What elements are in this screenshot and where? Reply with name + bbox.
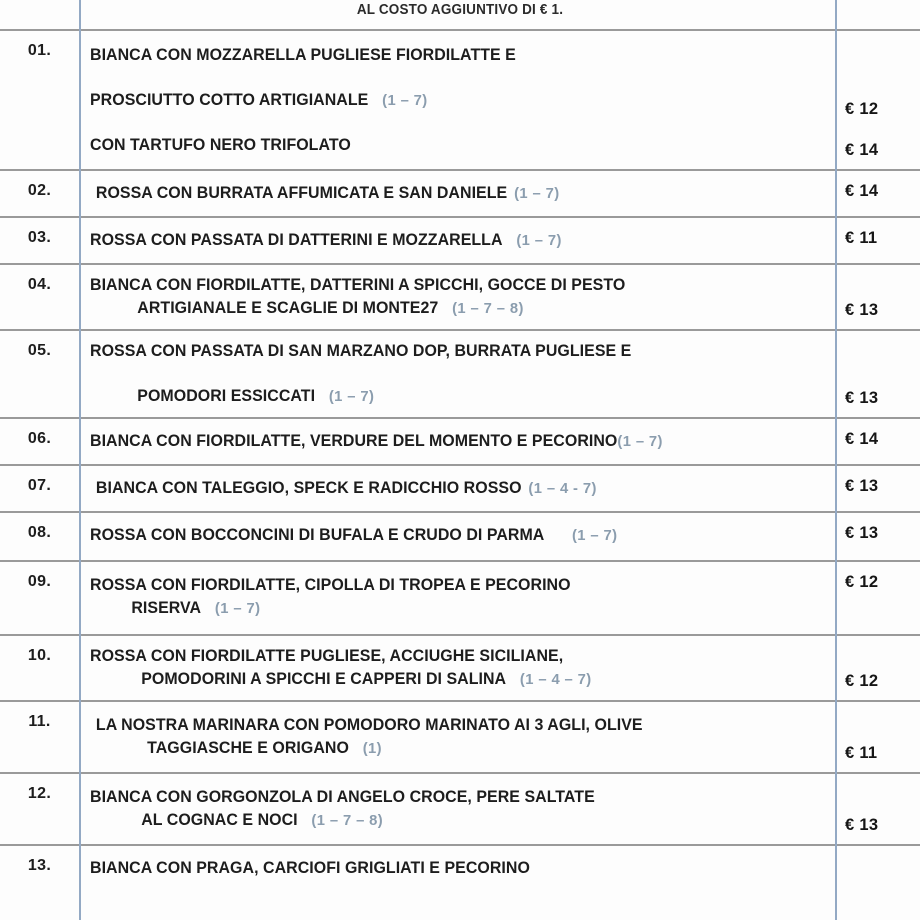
item-price: € 12 <box>845 672 879 690</box>
description-text: BIANCA CON TALEGGIO, SPECK E RADICCHIO ROSSO <box>95 479 522 497</box>
item-description <box>79 512 835 561</box>
item-price-cell <box>835 217 920 264</box>
table-row[interactable] <box>0 418 920 465</box>
description-line <box>90 274 820 297</box>
description-text: BIANCA CON PRAGA, CARCIOFI GRIGLIATI E PECORINO <box>90 859 530 877</box>
item-number: 06. <box>27 430 52 447</box>
description-line <box>90 668 820 691</box>
description-line <box>90 477 820 500</box>
item-price-cell <box>835 465 920 512</box>
item-price-cell <box>835 845 920 884</box>
description-text: TAGGIASCHE E ORIGANO <box>147 739 349 757</box>
allergen-codes: (1 – 7) <box>382 92 428 109</box>
table-row[interactable] <box>0 217 920 264</box>
item-price: € 12 <box>845 100 879 118</box>
allergen-codes: (1) <box>362 740 382 757</box>
item-price-cell <box>835 512 920 561</box>
item-price: € 12 <box>845 573 879 591</box>
item-price: € 14 <box>845 141 879 159</box>
item-description <box>79 701 835 773</box>
description-line <box>90 430 820 453</box>
item-number: 04. <box>27 276 52 293</box>
item-description <box>79 773 835 845</box>
item-price: € 14 <box>845 182 879 200</box>
menu-items-table <box>0 29 920 884</box>
description-line <box>90 714 820 737</box>
item-price-cell <box>835 701 920 773</box>
description-text: LA NOSTRA MARINARA CON POMODORO MARINATO AI 3 AGLI, OLIVE <box>95 716 643 734</box>
item-number: 09. <box>27 573 52 590</box>
allergen-codes: (1 – 7) <box>617 433 663 450</box>
allergen-codes: (1 – 7) <box>516 232 562 249</box>
description-text: AL COGNAC E NOCI <box>141 811 298 829</box>
allergen-codes: (1 – 7 – 8) <box>311 812 384 829</box>
description-line <box>90 89 820 112</box>
description-text: BIANCA CON FIORDILATTE, DATTERINI A SPICCHI, GOCCE DI PESTO <box>90 276 626 294</box>
allergen-codes: (1 – 4 – 7) <box>519 671 592 688</box>
description-text: POMODORINI A SPICCHI E CAPPERI DI SALINA <box>141 670 507 688</box>
item-description <box>79 418 835 465</box>
item-description <box>79 561 835 635</box>
item-description <box>79 30 835 170</box>
item-price-cell <box>835 635 920 701</box>
column-divider-right-icon <box>835 0 837 920</box>
item-description <box>79 330 835 418</box>
description-text: BIANCA CON MOZZARELLA PUGLIESE FIORDILATTE E <box>90 46 516 64</box>
item-description <box>79 264 835 330</box>
description-text: ROSSA CON PASSATA DI SAN MARZANO DOP, BURRATA PUGLIESE E <box>90 342 632 360</box>
table-row[interactable] <box>0 330 920 418</box>
description-text: ROSSA CON FIORDILATTE, CIPOLLA DI TROPEA E PECORINO <box>90 576 571 594</box>
description-line <box>90 597 820 620</box>
menu-items-body <box>0 30 920 884</box>
description-text: BIANCA CON GORGONZOLA DI ANGELO CROCE, PERE SALTATE <box>90 788 595 806</box>
description-line <box>90 786 820 809</box>
description-text: ARTIGIANALE E SCAGLIE DI MONTE27 <box>137 299 439 317</box>
description-line <box>90 182 820 205</box>
description-text: ROSSA CON BURRATA AFFUMICATA E SAN DANIELE <box>95 184 508 202</box>
table-row[interactable] <box>0 170 920 217</box>
description-text: PROSCIUTTO COTTO ARTIGIANALE <box>90 91 369 109</box>
item-price-cell <box>835 170 920 217</box>
allergen-codes: (1 – 7 – 8) <box>452 300 524 317</box>
item-number: 08. <box>27 524 52 541</box>
item-description <box>79 635 835 701</box>
description-line <box>90 385 820 408</box>
description-line <box>90 229 820 252</box>
item-description <box>79 170 835 217</box>
item-price: € 13 <box>845 816 879 834</box>
item-price-cell <box>835 773 920 845</box>
item-price-cell <box>835 264 920 330</box>
description-line <box>90 574 820 597</box>
table-row[interactable] <box>0 465 920 512</box>
item-price: € 13 <box>845 389 879 407</box>
item-number: 07. <box>27 477 52 494</box>
table-row[interactable] <box>0 635 920 701</box>
allergen-codes: (1 – 7) <box>514 185 560 202</box>
table-row[interactable] <box>0 264 920 330</box>
item-description <box>79 217 835 264</box>
item-number: 10. <box>27 647 52 664</box>
item-price-cell <box>835 330 920 418</box>
description-text: CON TARTUFO NERO TRIFOLATO <box>90 136 351 154</box>
item-number: 01. <box>27 42 52 59</box>
description-line <box>90 857 820 880</box>
table-row[interactable] <box>0 561 920 635</box>
description-line <box>90 524 820 547</box>
description-line <box>90 645 820 668</box>
item-price: € 11 <box>845 744 878 762</box>
allergen-codes: (1 – 7) <box>214 600 261 617</box>
item-price: € 14 <box>845 430 879 448</box>
item-price: € 11 <box>845 229 878 247</box>
description-text: ROSSA CON FIORDILATTE PUGLIESE, ACCIUGHE SICILIANE, <box>90 647 564 665</box>
description-line <box>90 44 820 67</box>
description-text: RISERVA <box>131 599 202 617</box>
table-row[interactable] <box>0 773 920 845</box>
allergen-codes: (1 – 7) <box>571 527 618 544</box>
additional-cost-note: AL COSTO AGGIUNTIVO DI € 1. <box>356 2 564 18</box>
item-number: 05. <box>27 342 52 359</box>
column-divider-left-icon <box>79 0 81 920</box>
item-price-cell <box>835 561 920 635</box>
item-price: € 13 <box>845 301 879 319</box>
item-description <box>79 465 835 512</box>
description-line <box>90 297 820 320</box>
item-number: 02. <box>27 182 52 199</box>
description-text: POMODORI ESSICCATI <box>137 387 316 405</box>
item-number: 03. <box>27 229 52 246</box>
allergen-codes: (1 – 4 - 7) <box>528 480 597 497</box>
description-text: ROSSA CON PASSATA DI DATTERINI E MOZZARELLA <box>90 231 503 249</box>
table-row[interactable] <box>0 845 920 884</box>
description-line <box>90 340 820 363</box>
item-number: 12. <box>27 785 52 802</box>
description-line <box>90 134 820 157</box>
table-row[interactable] <box>0 512 920 561</box>
description-text: ROSSA CON BOCCONCINI DI BUFALA E CRUDO DI PARMA <box>90 526 545 544</box>
item-number: 11. <box>28 713 51 730</box>
table-row[interactable] <box>0 30 920 170</box>
item-price-cell <box>835 30 920 170</box>
item-price: € 13 <box>845 524 879 542</box>
description-text: BIANCA CON FIORDILATTE, VERDURE DEL MOMENTO E PECORINO <box>90 432 618 450</box>
description-line <box>90 737 820 760</box>
table-row[interactable] <box>0 701 920 773</box>
item-description <box>79 845 835 884</box>
description-line <box>90 809 820 832</box>
item-number: 13. <box>27 857 52 874</box>
menu-header-strip <box>0 0 920 29</box>
item-price: € 13 <box>845 477 879 495</box>
allergen-codes: (1 – 7) <box>328 388 375 405</box>
item-price-cell <box>835 418 920 465</box>
